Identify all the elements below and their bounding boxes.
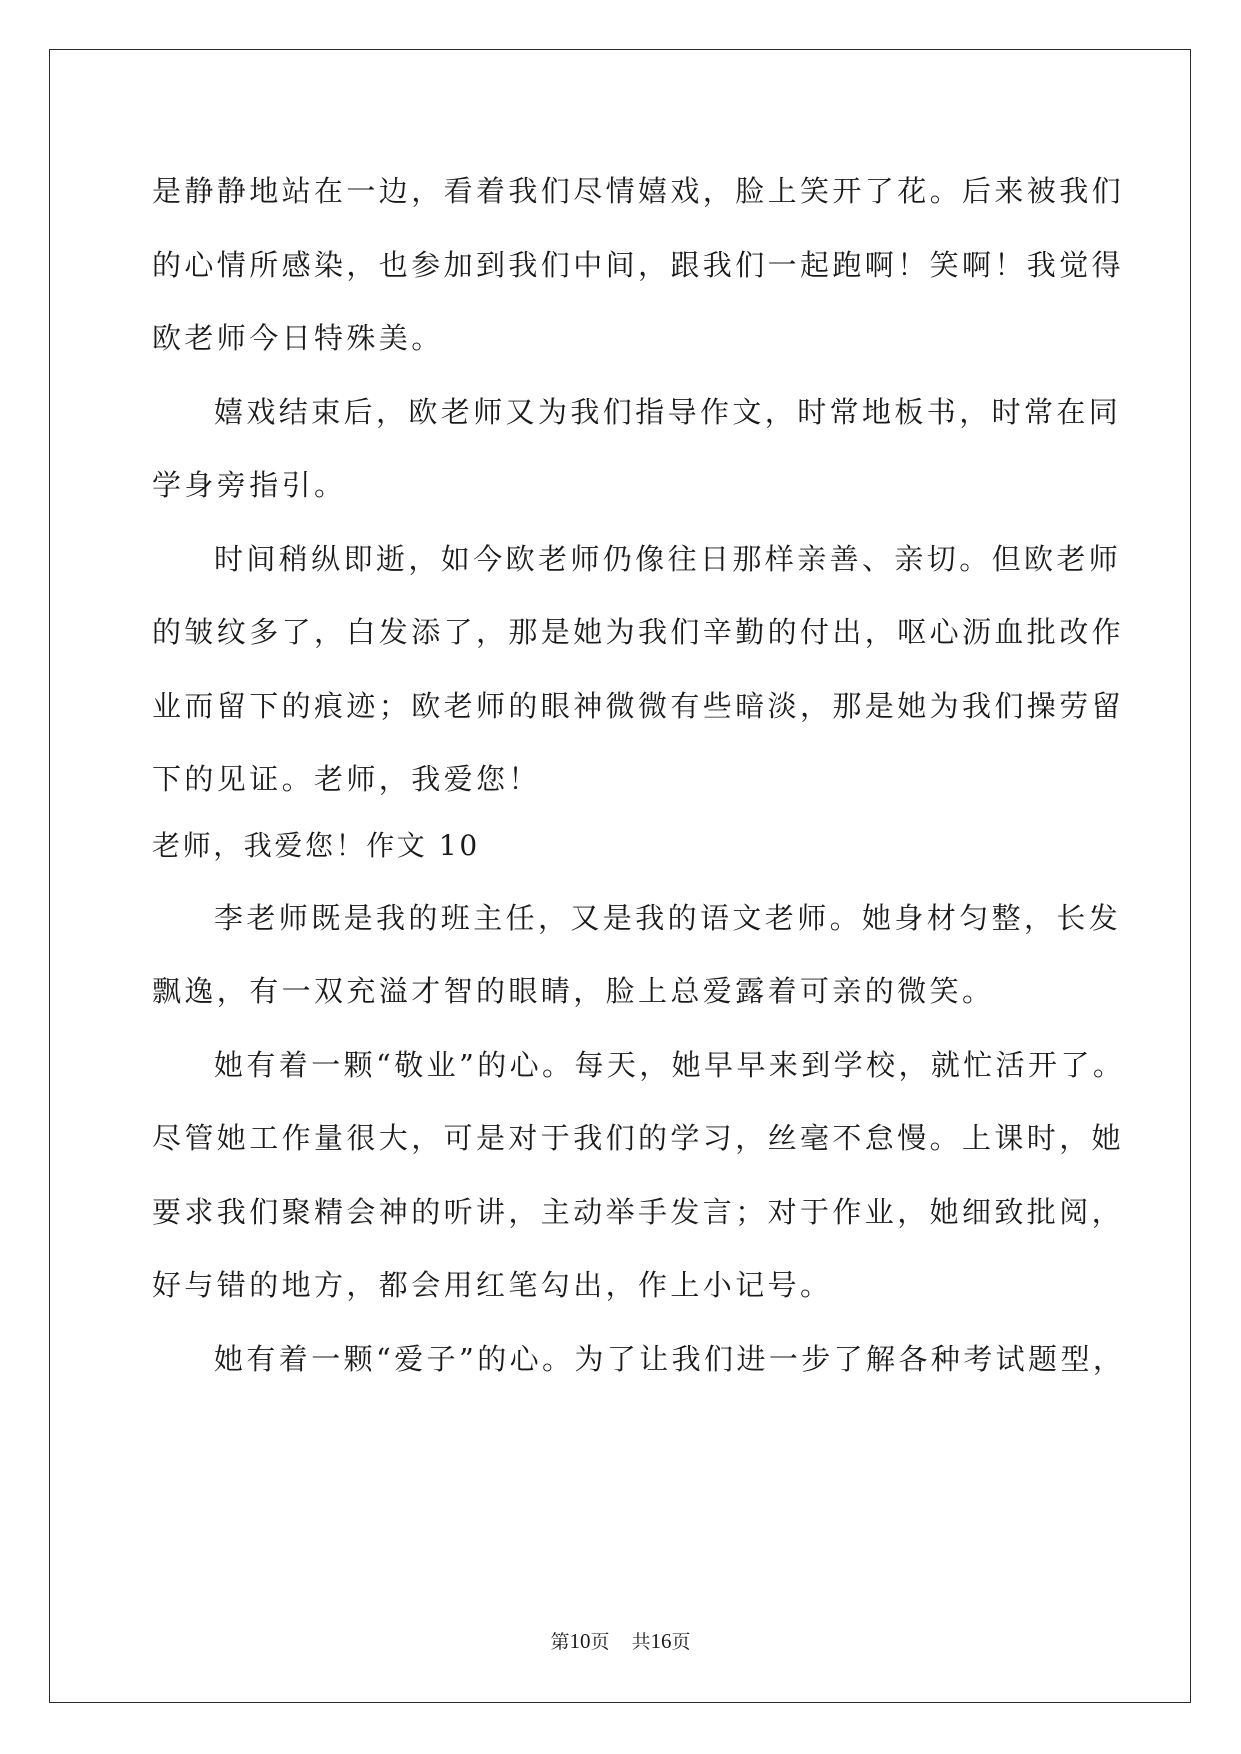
paragraph-line: 要求我们聚精会神的听讲，主动举手发言；对于作业，她细致批阅，: [152, 1195, 1125, 1229]
total-pages-suffix: 页: [671, 1632, 691, 1653]
paragraph-line: 飘逸，有一双充溢才智的眼睛，脸上总爱露着可亲的微笑。: [152, 974, 995, 1008]
section-title: 老师，我爱您！作文 10: [152, 829, 480, 862]
paragraph-line: 下的见证。老师，我爱您！: [152, 762, 541, 796]
paragraph-line: 业而留下的痕迹；欧老师的眼神微微有些暗淡，那是她为我们操劳留: [152, 689, 1125, 723]
paragraph-line: 的心情所感染，也参加到我们中间，跟我们一起跑啊！笑啊！我觉得: [152, 248, 1125, 282]
paragraph-line: 的皱纹多了，白发添了，那是她为我们辛勤的付出，呕心沥血批改作: [152, 615, 1125, 649]
page-footer: [0, 1629, 1241, 1655]
page-number-suffix: 页: [590, 1632, 610, 1653]
paragraph-line: 好与错的地方，都会用红笔勾出，作上小记号。: [152, 1268, 833, 1302]
paragraph-line: 她有着一颗“爱子”的心。为了让我们进一步了解各种考试题型，: [214, 1342, 1126, 1376]
paragraph-line: 尽管她工作量很大，可是对于我们的学习，丝毫不怠慢。上课时，她: [152, 1121, 1125, 1155]
page-number-prefix: 第: [550, 1632, 570, 1653]
total-pages-number: 16: [650, 1629, 672, 1653]
page-border: [49, 49, 1191, 1703]
paragraph-line: 嬉戏结束后，欧老师又为我们指导作文，时常地板书，时常在同: [214, 395, 1122, 429]
paragraph-line: 欧老师今日特殊美。: [152, 321, 444, 355]
paragraph-line: 是静静地站在一边，看着我们尽情嬉戏，脸上笑开了花。后来被我们: [152, 174, 1125, 208]
paragraph-line: 李老师既是我的班主任，又是我的语文老师。她身材匀整，长发: [214, 901, 1122, 935]
paragraph-line: 学身旁指引。: [152, 468, 347, 502]
total-pages-prefix: 共: [631, 1632, 651, 1653]
current-page-number: 10: [569, 1629, 591, 1653]
paragraph-line: 她有着一颗“敬业”的心。每天，她早早来到学校，就忙活开了。: [214, 1048, 1126, 1082]
paragraph-line: 时间稍纵即逝，如今欧老师仍像往日那样亲善、亲切。但欧老师: [214, 542, 1122, 576]
